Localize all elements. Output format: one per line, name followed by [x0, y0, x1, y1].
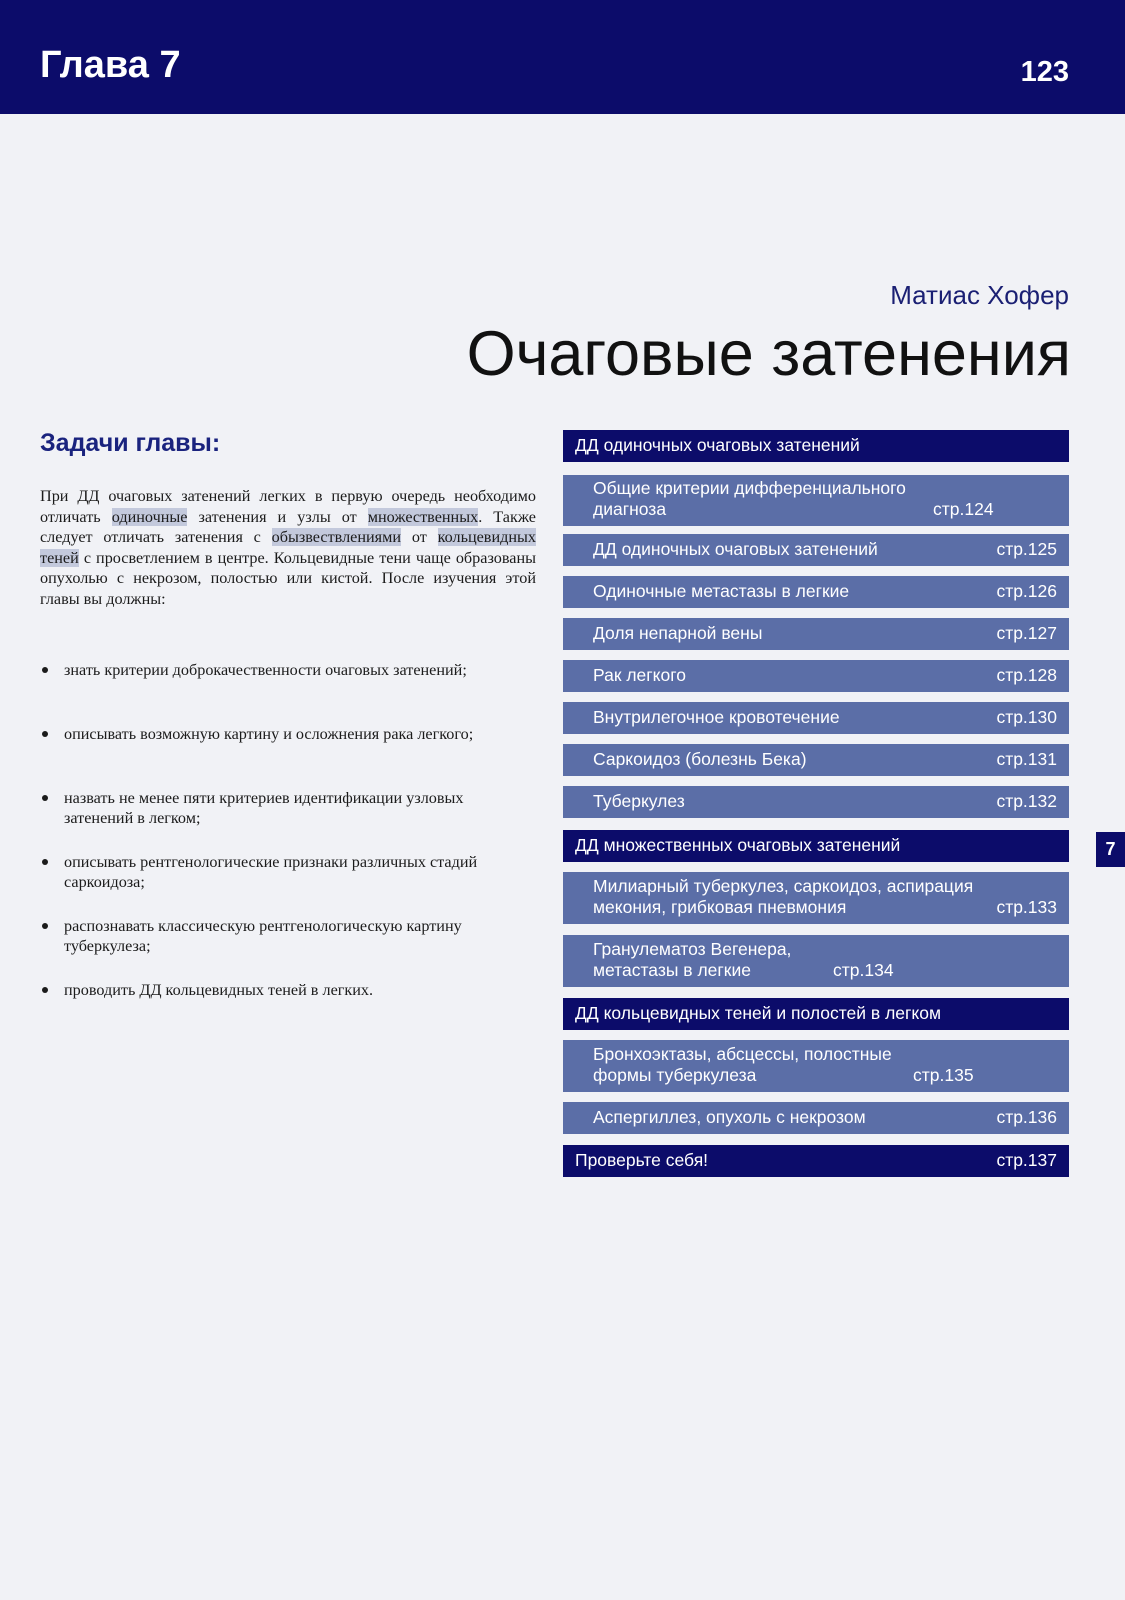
toc-item[interactable] [563, 475, 1069, 526]
toc-item[interactable] [563, 1102, 1069, 1134]
toc-item-label: Гранулематоз Вегенера, метастазы в легкие [593, 939, 792, 980]
intro-text: с просветлением в центре. Кольцевидные тени чаще образованы опухолью с некрозом, полостью или кистой. После изучения этой главы вы должны: [40, 548, 536, 608]
toc-item-page: стр.136 [996, 1107, 1057, 1127]
toc-section-label: ДД кольцевидных теней и полостей в легком [575, 1003, 942, 1023]
toc-item[interactable] [563, 534, 1069, 566]
toc-self-check-page: стр.137 [996, 1150, 1057, 1170]
toc-item-label: Доля непарной вены [593, 623, 763, 643]
toc-section-label: ДД множественных очаговых затенений [575, 835, 901, 855]
intro-text: . Также следует отличать затенения с [40, 507, 536, 547]
toc-item-page: стр.127 [996, 623, 1057, 643]
toc-item-page: стр.133 [996, 897, 1057, 917]
toc-item-page: стр.126 [996, 581, 1057, 601]
goal-item: назвать не менее пяти критериев идентификации узловых затенений в легком; [40, 788, 536, 852]
toc-item-label: Туберкулез [593, 791, 685, 811]
tasks-heading: Задачи главы: [40, 429, 221, 457]
intro-text: от [401, 528, 438, 547]
toc-item-page: стр.124 [933, 499, 994, 519]
goal-item: описывать рентгенологические признаки различных стадий саркоидоза; [40, 852, 536, 916]
highlight-term: обызвествлениями [271, 528, 402, 547]
toc-item[interactable] [563, 935, 1069, 987]
toc-section-header [563, 998, 1069, 1030]
author-name: Матиас Хофер [890, 280, 1069, 310]
toc-self-check-label: Проверьте себя! [575, 1150, 709, 1170]
toc-item-label: Саркоидоз (болезнь Бека) [593, 749, 807, 769]
toc-item-label: ДД одиночных очаговых затенений [593, 539, 878, 559]
toc-item-page: стр.130 [996, 707, 1057, 727]
toc-item-label: Одиночные метастазы в легкие [593, 581, 850, 601]
toc-item-label: Рак легкого [593, 665, 686, 685]
toc-item[interactable] [563, 1040, 1069, 1092]
highlight-term: множественных [367, 507, 479, 526]
toc-item-label: Бронхоэктазы, абсцессы, полостные формы туберкулеза [593, 1044, 892, 1085]
toc-item[interactable] [563, 660, 1069, 692]
toc-item-label: Общие критерии дифференциального диагноза [593, 478, 906, 519]
toc-item-page: стр.134 [833, 960, 894, 980]
toc-item-page: стр.125 [996, 539, 1057, 559]
toc-item[interactable] [563, 872, 1069, 924]
toc-item-label: Внутрилегочное кровотечение [593, 707, 840, 727]
intro-text: затенения и узлы от [187, 507, 368, 526]
toc-item-page: стр.135 [913, 1065, 974, 1085]
toc-item-page: стр.131 [996, 749, 1057, 769]
toc-section-header [563, 430, 1069, 462]
chapter-label: Глава 7 [40, 44, 181, 86]
toc-self-check[interactable] [563, 1145, 1069, 1177]
toc-section-header [563, 830, 1069, 862]
toc-section-label: ДД одиночных очаговых затенений [575, 435, 860, 455]
goal-item: проводить ДД кольцевидных теней в легких. [40, 980, 536, 1044]
toc-item-label: Милиарный туберкулез, саркоидоз, аспирация мекония, грибковая пневмония [593, 876, 974, 917]
toc-item[interactable] [563, 786, 1069, 818]
toc-item[interactable] [563, 702, 1069, 734]
toc-item-page: стр.132 [996, 791, 1057, 811]
goal-item: распознавать классическую рентгенологическую картину туберкулеза; [40, 916, 536, 980]
intro-paragraph [40, 486, 536, 610]
toc-item-page: стр.128 [996, 665, 1057, 685]
highlight-term: одиночные [111, 507, 188, 526]
toc-item[interactable] [563, 744, 1069, 776]
chapter-header-bar [0, 0, 1125, 114]
toc-item[interactable] [563, 576, 1069, 608]
goal-item: знать критерии доброкачественности очаговых затенений; [40, 660, 536, 724]
chapter-title: Очаговые затенения [466, 319, 1071, 389]
goal-item: описывать возможную картину и осложнения рака легкого; [40, 724, 536, 788]
page-number: 123 [1020, 56, 1069, 88]
goals-list [40, 660, 536, 1044]
toc-item[interactable] [563, 618, 1069, 650]
toc-item-label: Аспергиллез, опухоль с некрозом [593, 1107, 866, 1127]
intro-text: При ДД очаговых затенений легких в первую очередь необходимо отличать [40, 487, 536, 526]
chapter-side-tab: 7 [1096, 832, 1125, 867]
highlight-term: кольцевидных теней [40, 528, 536, 567]
